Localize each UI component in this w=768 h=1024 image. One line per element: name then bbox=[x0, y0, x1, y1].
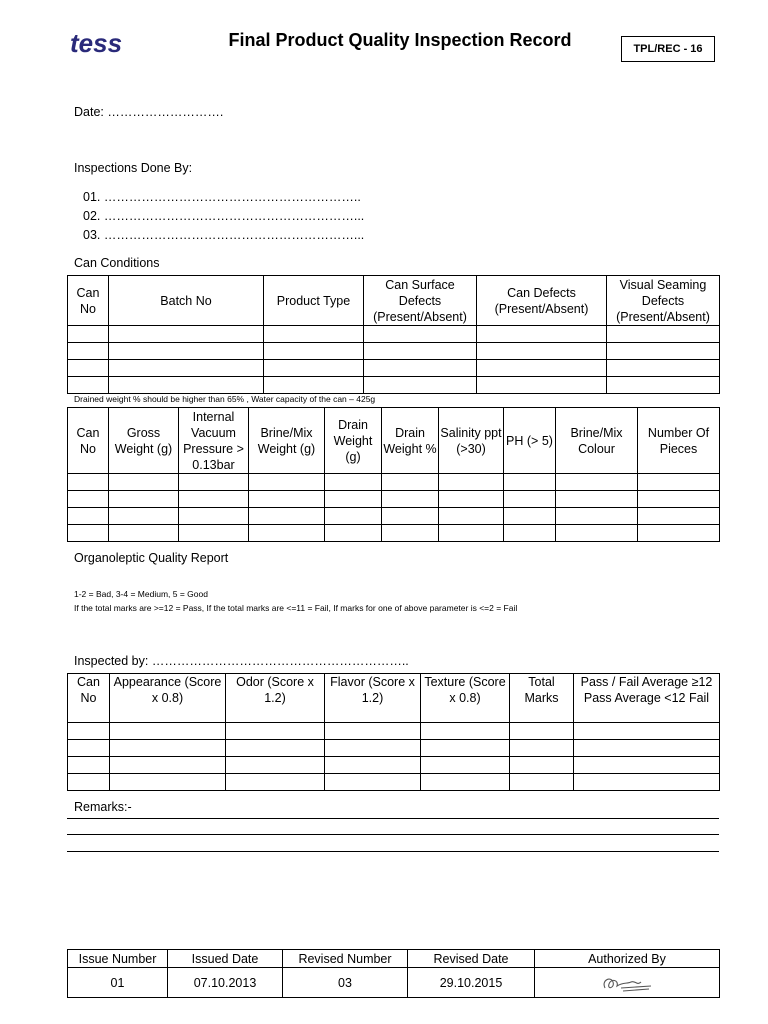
table-row bbox=[68, 508, 720, 525]
table-cell[interactable] bbox=[510, 757, 574, 774]
table-cell[interactable] bbox=[249, 525, 325, 542]
table-cell[interactable] bbox=[556, 508, 638, 525]
table-cell[interactable] bbox=[439, 525, 504, 542]
header-issued-date: Issued Date bbox=[168, 950, 283, 968]
drained-weight-note: Drained weight % should be higher than 65% , Water capacity of the can – 425g bbox=[74, 394, 376, 404]
table-cell[interactable] bbox=[226, 757, 325, 774]
table-cell[interactable] bbox=[638, 474, 720, 491]
table-cell[interactable] bbox=[68, 326, 109, 343]
table-cell[interactable] bbox=[68, 774, 110, 791]
header-total-marks: Total Marks bbox=[510, 674, 574, 723]
header-brine-mix-weight: Brine/Mix Weight (g) bbox=[249, 408, 325, 474]
header-product-type: Product Type bbox=[264, 276, 364, 326]
table-cell[interactable] bbox=[68, 525, 109, 542]
table-cell[interactable] bbox=[264, 326, 364, 343]
table-cell[interactable] bbox=[421, 740, 510, 757]
table-row bbox=[68, 343, 720, 360]
table-cell[interactable] bbox=[477, 377, 607, 394]
table-cell[interactable] bbox=[68, 360, 109, 377]
organoleptic-table bbox=[67, 673, 720, 791]
table-row bbox=[68, 968, 720, 998]
table-cell[interactable] bbox=[382, 491, 439, 508]
table-row bbox=[68, 491, 720, 508]
table-header-row bbox=[68, 408, 720, 474]
table-cell[interactable] bbox=[110, 774, 226, 791]
table-cell[interactable] bbox=[325, 474, 382, 491]
organoleptic-title: Organoleptic Quality Report bbox=[74, 551, 229, 565]
table-cell[interactable] bbox=[264, 377, 364, 394]
table-row bbox=[68, 774, 720, 791]
header-ph: PH (> 5) bbox=[504, 408, 556, 474]
table-cell[interactable] bbox=[364, 360, 477, 377]
header-can-no: Can No bbox=[68, 276, 109, 326]
table-cell[interactable] bbox=[179, 491, 249, 508]
header-drain-weight-g: Drain Weight (g) bbox=[325, 408, 382, 474]
table-cell[interactable] bbox=[574, 740, 720, 757]
remarks-line-3[interactable] bbox=[67, 851, 719, 852]
header-gross-weight: Gross Weight (g) bbox=[109, 408, 179, 474]
header-revised-number: Revised Number bbox=[283, 950, 408, 968]
table-cell[interactable] bbox=[504, 508, 556, 525]
table-cell[interactable] bbox=[510, 774, 574, 791]
table-cell[interactable] bbox=[226, 774, 325, 791]
date-field[interactable]: Date: ………………………. bbox=[74, 105, 224, 119]
table-cell[interactable] bbox=[110, 723, 226, 740]
table-cell[interactable] bbox=[68, 757, 110, 774]
table-cell[interactable] bbox=[179, 525, 249, 542]
tess-logo bbox=[70, 28, 132, 58]
pass-fail-rule-note: If the total marks are >=12 = Pass, If the total marks are <=11 = Fail, If marks for one of above parameter is <=2 = Fail bbox=[74, 603, 518, 613]
table-cell[interactable] bbox=[439, 474, 504, 491]
header-flavor: Flavor (Score x 1.2) bbox=[325, 674, 421, 723]
header-texture: Texture (Score x 0.8) bbox=[421, 674, 510, 723]
table-cell[interactable] bbox=[249, 474, 325, 491]
table-cell[interactable] bbox=[249, 508, 325, 525]
table-row bbox=[68, 723, 720, 740]
inspector-line-3[interactable]: 03. ……………………………………………………... bbox=[83, 228, 365, 242]
table-cell[interactable] bbox=[382, 508, 439, 525]
weights-table bbox=[67, 407, 720, 542]
header-can-no: Can No bbox=[68, 408, 109, 474]
table-cell[interactable] bbox=[68, 723, 110, 740]
table-cell[interactable] bbox=[477, 360, 607, 377]
inspector-line-1[interactable]: 01. …………………………………………………….. bbox=[83, 190, 361, 204]
table-cell[interactable] bbox=[68, 508, 109, 525]
table-cell[interactable] bbox=[68, 377, 109, 394]
table-cell[interactable] bbox=[109, 508, 179, 525]
header-number-of-pieces: Number Of Pieces bbox=[638, 408, 720, 474]
table-cell[interactable] bbox=[325, 508, 382, 525]
table-cell[interactable] bbox=[607, 360, 720, 377]
table-cell[interactable] bbox=[249, 491, 325, 508]
table-cell[interactable] bbox=[421, 757, 510, 774]
table-cell[interactable] bbox=[439, 491, 504, 508]
header-visual-seaming-defects: Visual Seaming Defects (Present/Absent) bbox=[607, 276, 720, 326]
table-cell[interactable] bbox=[109, 377, 264, 394]
table-row bbox=[68, 525, 720, 542]
table-cell[interactable] bbox=[109, 343, 264, 360]
table-cell[interactable] bbox=[574, 757, 720, 774]
can-conditions-table bbox=[67, 275, 720, 394]
table-cell[interactable] bbox=[574, 774, 720, 791]
table-cell[interactable] bbox=[68, 491, 109, 508]
table-cell[interactable] bbox=[477, 343, 607, 360]
revised-date-value: 29.10.2015 bbox=[408, 968, 535, 998]
table-cell[interactable] bbox=[638, 491, 720, 508]
header-appearance: Appearance (Score x 0.8) bbox=[110, 674, 226, 723]
table-cell[interactable] bbox=[638, 508, 720, 525]
table-cell[interactable] bbox=[68, 474, 109, 491]
table-row bbox=[68, 360, 720, 377]
inspections-by-label: Inspections Done By: bbox=[74, 161, 193, 175]
header-authorized-by: Authorized By bbox=[535, 950, 720, 968]
table-cell[interactable] bbox=[109, 360, 264, 377]
table-cell[interactable] bbox=[179, 474, 249, 491]
table-header-row bbox=[68, 674, 720, 723]
svg-text:tess: tess bbox=[70, 28, 123, 58]
table-cell[interactable] bbox=[325, 491, 382, 508]
table-cell[interactable] bbox=[421, 774, 510, 791]
header-pass-fail: Pass / Fail Average ≥12 Pass Average <12 Fail bbox=[574, 674, 720, 723]
revision-table bbox=[67, 949, 720, 998]
header-drain-weight-percent: Drain Weight % bbox=[382, 408, 439, 474]
header-odor: Odor (Score x 1.2) bbox=[226, 674, 325, 723]
page-title: Final Product Quality Inspection Record bbox=[228, 30, 572, 50]
table-cell[interactable] bbox=[574, 723, 720, 740]
table-cell[interactable] bbox=[109, 326, 264, 343]
table-row bbox=[68, 474, 720, 491]
inspected-by-field[interactable]: Inspected by: …………………………………………………….. bbox=[74, 654, 409, 668]
can-conditions-title: Can Conditions bbox=[74, 256, 160, 270]
remarks-line-1[interactable] bbox=[67, 818, 719, 819]
table-cell[interactable] bbox=[325, 774, 421, 791]
doc-reference-box: TPL/REC - 16 bbox=[621, 36, 715, 62]
table-cell[interactable] bbox=[638, 525, 720, 542]
header-can-no: Can No bbox=[68, 674, 110, 723]
table-cell[interactable] bbox=[110, 740, 226, 757]
table-cell[interactable] bbox=[510, 723, 574, 740]
inspector-line-2[interactable]: 02. ……………………………………………………... bbox=[83, 209, 365, 223]
table-cell[interactable] bbox=[607, 326, 720, 343]
table-cell[interactable] bbox=[364, 326, 477, 343]
table-cell[interactable] bbox=[109, 525, 179, 542]
table-header-row bbox=[68, 950, 720, 968]
table-cell[interactable] bbox=[421, 723, 510, 740]
issued-date-value: 07.10.2013 bbox=[168, 968, 283, 998]
table-cell[interactable] bbox=[364, 343, 477, 360]
table-cell[interactable] bbox=[607, 343, 720, 360]
authorized-by-cell bbox=[535, 968, 720, 998]
header-brine-mix-colour: Brine/Mix Colour bbox=[556, 408, 638, 474]
table-cell[interactable] bbox=[226, 723, 325, 740]
table-cell[interactable] bbox=[325, 757, 421, 774]
table-header-row bbox=[68, 276, 720, 326]
table-row bbox=[68, 740, 720, 757]
header-internal-vacuum-pressure: Internal Vacuum Pressure > 0.13bar bbox=[179, 408, 249, 474]
header-salinity: Salinity ppt (>30) bbox=[439, 408, 504, 474]
header-batch-no: Batch No bbox=[109, 276, 264, 326]
score-scale-note: 1-2 = Bad, 3-4 = Medium, 5 = Good bbox=[74, 589, 208, 599]
table-cell[interactable] bbox=[226, 740, 325, 757]
remarks-line-2[interactable] bbox=[67, 834, 719, 835]
table-row bbox=[68, 757, 720, 774]
table-cell[interactable] bbox=[504, 525, 556, 542]
table-cell[interactable] bbox=[109, 474, 179, 491]
table-cell[interactable] bbox=[556, 525, 638, 542]
table-row bbox=[68, 377, 720, 394]
header-issue-number: Issue Number bbox=[68, 950, 168, 968]
signature-icon bbox=[597, 972, 657, 994]
table-cell[interactable] bbox=[264, 343, 364, 360]
table-cell[interactable] bbox=[382, 474, 439, 491]
table-cell[interactable] bbox=[109, 491, 179, 508]
table-cell[interactable] bbox=[325, 723, 421, 740]
table-cell[interactable] bbox=[179, 508, 249, 525]
table-cell[interactable] bbox=[68, 740, 110, 757]
table-cell[interactable] bbox=[325, 525, 382, 542]
table-cell[interactable] bbox=[510, 740, 574, 757]
table-cell[interactable] bbox=[264, 360, 364, 377]
table-cell[interactable] bbox=[439, 508, 504, 525]
table-cell[interactable] bbox=[68, 343, 109, 360]
remarks-label: Remarks:- bbox=[74, 800, 132, 814]
header-can-defects: Can Defects (Present/Absent) bbox=[477, 276, 607, 326]
table-cell[interactable] bbox=[110, 757, 226, 774]
header-can-surface-defects: Can Surface Defects (Present/Absent) bbox=[364, 276, 477, 326]
table-cell[interactable] bbox=[364, 377, 477, 394]
header-revised-date: Revised Date bbox=[408, 950, 535, 968]
issue-number-value: 01 bbox=[68, 968, 168, 998]
table-cell[interactable] bbox=[382, 525, 439, 542]
table-cell[interactable] bbox=[504, 491, 556, 508]
table-cell[interactable] bbox=[556, 474, 638, 491]
revised-number-value: 03 bbox=[283, 968, 408, 998]
table-cell[interactable] bbox=[556, 491, 638, 508]
table-cell[interactable] bbox=[477, 326, 607, 343]
table-cell[interactable] bbox=[607, 377, 720, 394]
table-row bbox=[68, 326, 720, 343]
table-cell[interactable] bbox=[325, 740, 421, 757]
table-cell[interactable] bbox=[504, 474, 556, 491]
